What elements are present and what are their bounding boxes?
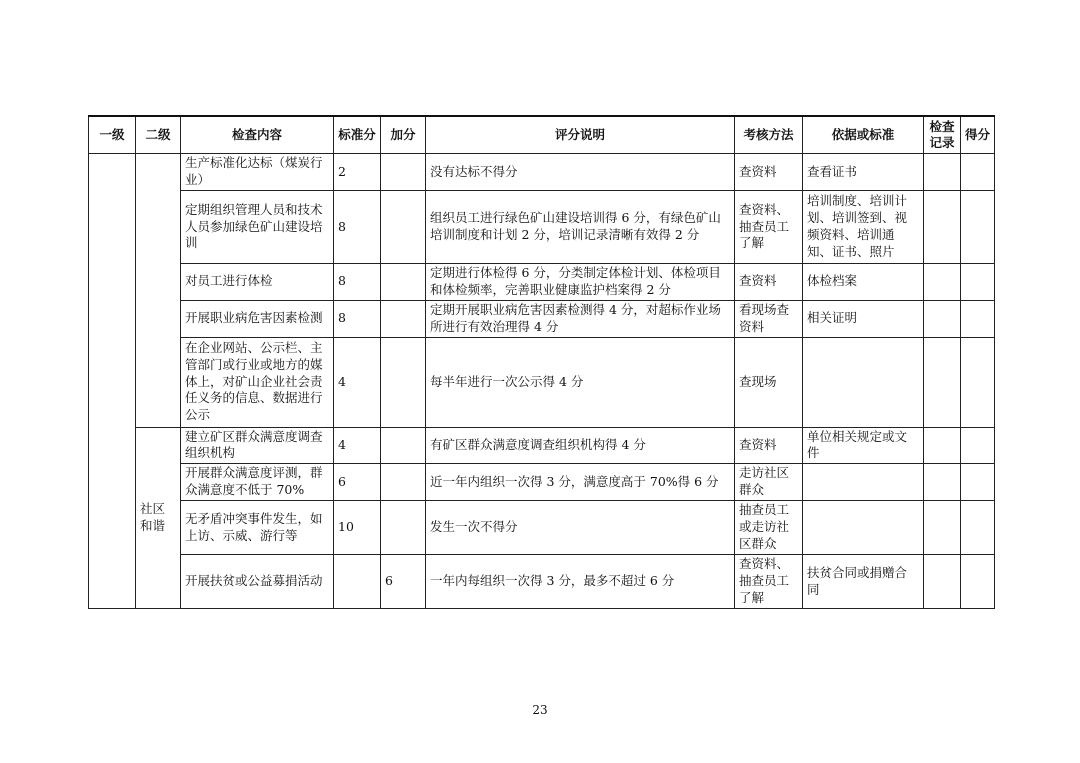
method-cell: 看现场查资料 — [735, 300, 803, 337]
method-cell: 抽查员工或走访社区群众 — [735, 501, 803, 555]
basis-cell — [803, 337, 924, 427]
level2-cell-blank — [136, 154, 181, 428]
content-cell: 建立矿区群众满意度调查组织机构 — [181, 427, 334, 464]
header-record: 检查记录 — [924, 116, 961, 154]
record-cell — [924, 300, 961, 337]
score-cell — [961, 337, 995, 427]
standard-cell: 4 — [334, 427, 381, 464]
record-cell — [924, 464, 961, 501]
level2-cell-community: 社区和谐 — [136, 427, 181, 609]
record-cell — [924, 555, 961, 609]
table-row — [89, 337, 995, 427]
content-cell: 生产标准化达标（煤炭行业） — [181, 154, 334, 191]
standard-cell — [334, 555, 381, 609]
basis-cell — [803, 501, 924, 555]
record-cell — [924, 191, 961, 264]
scoring-cell: 每半年进行一次公示得 4 分 — [426, 337, 735, 427]
bonus-cell — [381, 191, 426, 264]
content-cell: 无矛盾冲突事件发生，如上访、示威、游行等 — [181, 501, 334, 555]
header-level2: 二级 — [136, 116, 181, 154]
method-cell: 查资料、抽查员工了解 — [735, 191, 803, 264]
level1-cell — [89, 154, 136, 609]
score-cell — [961, 300, 995, 337]
table-row — [89, 300, 995, 337]
basis-cell: 单位相关规定或文件 — [803, 427, 924, 464]
header-standard-score: 标准分 — [334, 116, 381, 154]
scoring-cell: 组织员工进行绿色矿山建设培训得 6 分，有绿色矿山培训制度和计划 2 分，培训记录清晰有效得 2 分 — [426, 191, 735, 264]
bonus-cell — [381, 337, 426, 427]
score-cell — [961, 154, 995, 191]
header-level1: 一级 — [89, 116, 136, 154]
page-number: 23 — [532, 703, 548, 717]
bonus-cell — [381, 464, 426, 501]
score-cell — [961, 264, 995, 301]
standard-cell: 2 — [334, 154, 381, 191]
content-cell: 开展职业病危害因素检测 — [181, 300, 334, 337]
bonus-cell — [381, 154, 426, 191]
bonus-cell — [381, 501, 426, 555]
bonus-cell — [381, 300, 426, 337]
content-cell: 开展群众满意度评测，群众满意度不低于 70% — [181, 464, 334, 501]
basis-cell: 体检档案 — [803, 264, 924, 301]
method-cell: 走访社区群众 — [735, 464, 803, 501]
score-cell — [961, 427, 995, 464]
content-cell: 开展扶贫或公益募捐活动 — [181, 555, 334, 609]
standard-cell: 8 — [334, 191, 381, 264]
record-cell — [924, 501, 961, 555]
header-basis: 依据或标准 — [803, 116, 924, 154]
bonus-cell: 6 — [381, 555, 426, 609]
header-method: 考核方法 — [735, 116, 803, 154]
table-row — [89, 264, 995, 301]
record-cell — [924, 427, 961, 464]
table-row — [89, 501, 995, 555]
record-cell — [924, 154, 961, 191]
bonus-cell — [381, 264, 426, 301]
scoring-cell: 有矿区群众满意度调查组织机构得 4 分 — [426, 427, 735, 464]
header-bonus: 加分 — [381, 116, 426, 154]
basis-cell: 扶贫合同或捐赠合同 — [803, 555, 924, 609]
table-row — [89, 555, 995, 609]
scoring-cell: 近一年内组织一次得 3 分，满意度高于 70%得 6 分 — [426, 464, 735, 501]
scoring-cell: 发生一次不得分 — [426, 501, 735, 555]
standard-cell: 8 — [334, 264, 381, 301]
scoring-cell: 定期开展职业病危害因素检测得 4 分，对超标作业场所进行有效治理得 4 分 — [426, 300, 735, 337]
evaluation-table — [88, 115, 995, 609]
header-content: 检查内容 — [181, 116, 334, 154]
method-cell: 查资料 — [735, 154, 803, 191]
scoring-cell: 一年内每组织一次得 3 分，最多不超过 6 分 — [426, 555, 735, 609]
scoring-cell: 定期进行体检得 6 分，分类制定体检计划、体检项目和体检频率，完善职业健康监护档案得 2 分 — [426, 264, 735, 301]
table-row — [89, 427, 995, 464]
method-cell: 查资料 — [735, 264, 803, 301]
content-cell: 对员工进行体检 — [181, 264, 334, 301]
content-cell: 在企业网站、公示栏、主管部门或行业或地方的媒体上，对矿山企业社会责任义务的信息、数据进行公示 — [181, 337, 334, 427]
record-cell — [924, 264, 961, 301]
content-cell: 定期组织管理人员和技术人员参加绿色矿山建设培训 — [181, 191, 334, 264]
header-scoring: 评分说明 — [426, 116, 735, 154]
score-cell — [961, 464, 995, 501]
record-cell — [924, 337, 961, 427]
header-row — [89, 116, 995, 154]
score-cell — [961, 191, 995, 264]
bonus-cell — [381, 427, 426, 464]
method-cell: 查资料 — [735, 427, 803, 464]
method-cell: 查现场 — [735, 337, 803, 427]
basis-cell: 相关证明 — [803, 300, 924, 337]
header-score: 得分 — [961, 116, 995, 154]
standard-cell: 8 — [334, 300, 381, 337]
table-row — [89, 191, 995, 264]
score-cell — [961, 555, 995, 609]
table-row — [89, 154, 995, 191]
standard-cell: 6 — [334, 464, 381, 501]
scoring-cell: 没有达标不得分 — [426, 154, 735, 191]
basis-cell: 查看证书 — [803, 154, 924, 191]
standard-cell: 10 — [334, 501, 381, 555]
table-row — [89, 464, 995, 501]
method-cell: 查资料、抽查员工了解 — [735, 555, 803, 609]
basis-cell — [803, 464, 924, 501]
standard-cell: 4 — [334, 337, 381, 427]
basis-cell: 培训制度、培训计划、培训签到、视频资料、培训通知、证书、照片 — [803, 191, 924, 264]
score-cell — [961, 501, 995, 555]
